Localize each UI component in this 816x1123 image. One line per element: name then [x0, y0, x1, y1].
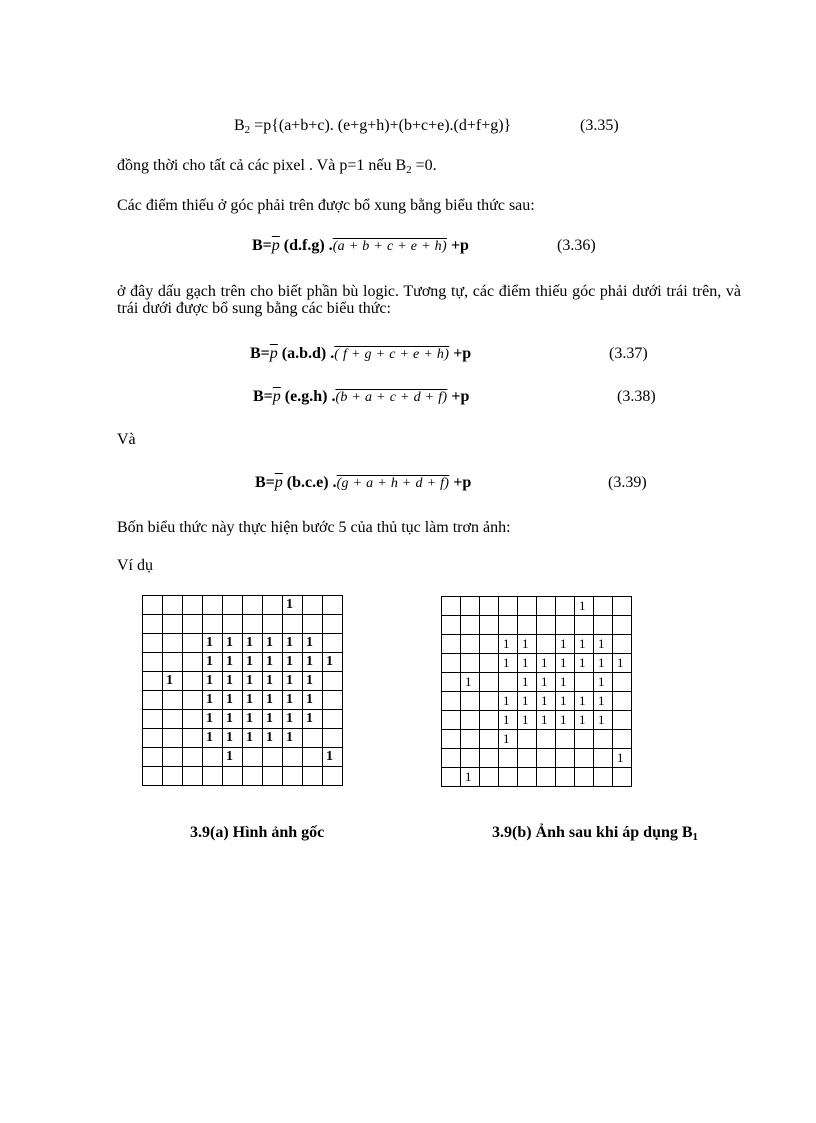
grid-cell — [183, 615, 203, 634]
eq-lhs: B= — [250, 345, 270, 362]
grid-row — [442, 692, 632, 711]
grid-cell — [323, 596, 343, 615]
eq-p-complement: $\overline{p}$ — [272, 388, 281, 405]
grid-row — [143, 653, 343, 672]
grid-cell — [243, 748, 263, 767]
grid-cell — [143, 672, 163, 691]
grid-cell — [303, 767, 323, 786]
grid-cell — [499, 768, 518, 787]
eq-group: (e.g.h) . — [280, 388, 336, 405]
grid-cell — [594, 597, 613, 616]
grid-cell: 1 — [303, 691, 323, 710]
grid-cell: 1 — [575, 654, 594, 673]
equation-number: (3.38) — [617, 388, 656, 405]
grid-cell — [613, 711, 632, 730]
grid-row — [143, 691, 343, 710]
grid-cell — [323, 729, 343, 748]
grid-cell — [480, 597, 499, 616]
grid-cell — [183, 653, 203, 672]
grid-cell — [263, 767, 283, 786]
grid-cell — [594, 768, 613, 787]
grid-cell — [143, 710, 163, 729]
grid-cell: 1 — [537, 654, 556, 673]
grid-cell — [323, 767, 343, 786]
grid-cell — [223, 767, 243, 786]
grid-cell — [143, 691, 163, 710]
grid-cell — [163, 615, 183, 634]
grid-cell — [183, 672, 203, 691]
grid-cell: 1 — [499, 692, 518, 711]
grid-cell — [461, 616, 480, 635]
grid-cell: 1 — [537, 711, 556, 730]
grid-cell — [518, 597, 537, 616]
grid-cell — [183, 748, 203, 767]
grid-cell — [203, 615, 223, 634]
grid-cell: 1 — [223, 710, 243, 729]
grid-row — [143, 634, 343, 653]
grid-cell — [442, 616, 461, 635]
grid-cell: 1 — [303, 634, 323, 653]
grid-cell — [143, 729, 163, 748]
caption-subscript: 1 — [692, 831, 699, 843]
grid-cell — [575, 768, 594, 787]
grid-cell: 1 — [203, 691, 223, 710]
grid-cell: 1 — [283, 596, 303, 615]
grid-cell: 1 — [461, 768, 480, 787]
grid-cell: 1 — [518, 711, 537, 730]
grid-cell: 1 — [283, 653, 303, 672]
grid-cell: 1 — [283, 634, 303, 653]
eq-rhs: =p{(a+b+c). (e+g+h)+(b+c+e).(d+f+g)} — [250, 117, 512, 134]
grid-cell: 1 — [303, 653, 323, 672]
grid-smoothed-image — [441, 596, 632, 787]
grid-cell — [537, 616, 556, 635]
text-line: Bốn biểu thức này thực hiện bước 5 của thủ tục làm trơn ảnh: — [117, 519, 511, 536]
eq-lhs: B= — [253, 388, 273, 405]
eq-tail: +p — [446, 237, 469, 254]
grid-cell — [556, 768, 575, 787]
grid-cell: 1 — [203, 710, 223, 729]
grid-cell — [499, 673, 518, 692]
eq-tail: +p — [449, 345, 472, 362]
grid-cell — [323, 691, 343, 710]
grid-cell — [480, 654, 499, 673]
grid-cell: 1 — [556, 692, 575, 711]
grid-cell — [283, 615, 303, 634]
eq-complement-expr: ( f + g + c + e + h) — [334, 347, 450, 362]
eq-p-complement: $\overline{p}$ — [274, 474, 283, 491]
grid-cell — [183, 767, 203, 786]
grid-row — [442, 654, 632, 673]
grid-cell — [556, 730, 575, 749]
grid-cell: 1 — [518, 654, 537, 673]
grid-cell — [283, 748, 303, 767]
grid-cell: 1 — [537, 692, 556, 711]
grid-cell: 1 — [594, 692, 613, 711]
grid-cell — [613, 597, 632, 616]
grid-cell: 1 — [283, 710, 303, 729]
grid-cell — [143, 634, 163, 653]
grid-cell: 1 — [243, 710, 263, 729]
grid-cell: 1 — [263, 653, 283, 672]
text-line: Ví dụ — [117, 557, 153, 574]
grid-cell — [461, 749, 480, 768]
grid-cell — [442, 692, 461, 711]
grid-cell — [556, 597, 575, 616]
grid-cell — [613, 692, 632, 711]
grid-cell: 1 — [223, 691, 243, 710]
grid-cell — [223, 615, 243, 634]
equation-number: (3.37) — [609, 345, 648, 362]
grid-cell — [243, 615, 263, 634]
grid-cell — [183, 596, 203, 615]
grid-row — [143, 672, 343, 691]
grid-cell: 1 — [243, 691, 263, 710]
grid-cell — [461, 654, 480, 673]
grid-cell: 1 — [223, 729, 243, 748]
text-line: Các điểm thiếu ở góc phải trên được bổ xung bằng biểu thức sau: — [117, 197, 535, 214]
grid-cell — [303, 729, 323, 748]
grid-cell — [613, 616, 632, 635]
grid-cell: 1 — [613, 749, 632, 768]
grid-row — [442, 673, 632, 692]
grid-cell — [163, 748, 183, 767]
grid-cell: 1 — [537, 673, 556, 692]
grid-cell: 1 — [283, 691, 303, 710]
grid-cell — [594, 616, 613, 635]
eq-lhs: B= — [255, 474, 275, 491]
grid-cell — [537, 730, 556, 749]
grid-cell: 1 — [556, 654, 575, 673]
grid-row — [143, 729, 343, 748]
grid-cell — [243, 767, 263, 786]
grid-cell — [263, 596, 283, 615]
grid-cell: 1 — [303, 710, 323, 729]
grid-cell — [323, 615, 343, 634]
grid-cell — [575, 616, 594, 635]
eq-complement-expr: (g + a + h + d + f) — [336, 476, 450, 491]
grid-cell — [442, 673, 461, 692]
eq-group: (b.c.e) . — [282, 474, 337, 491]
grid-cell — [480, 692, 499, 711]
grid-cell — [263, 748, 283, 767]
equation-3-39 — [255, 474, 471, 492]
grid-cell: 1 — [223, 748, 243, 767]
grid-cell: 1 — [203, 653, 223, 672]
grid-cell: 1 — [575, 635, 594, 654]
grid-cell — [537, 635, 556, 654]
grid-cell: 1 — [243, 634, 263, 653]
eq-p-complement: $\overline{p}$ — [269, 345, 278, 362]
grid-cell: 1 — [499, 654, 518, 673]
grid-cell — [480, 768, 499, 787]
grid-cell — [183, 710, 203, 729]
grid-cell: 1 — [243, 672, 263, 691]
grid-cell: 1 — [594, 673, 613, 692]
grid-cell: 1 — [163, 672, 183, 691]
grid-cell: 1 — [461, 673, 480, 692]
eq-complement-expr: (b + a + c + d + f) — [335, 390, 448, 405]
grid-row — [442, 635, 632, 654]
equation-3-37 — [250, 345, 471, 363]
grid-cell — [480, 730, 499, 749]
grid-cell: 1 — [283, 729, 303, 748]
paragraph: ở đây dấu gạch trên cho biết phần bù logic. Tương tự, các điểm thiếu góc phải dưới trái trên, và trái dưới được bổ sung bằng các biểu thức: — [117, 283, 741, 317]
grid-cell — [223, 596, 243, 615]
grid-cell: 1 — [613, 654, 632, 673]
grid-cell: 1 — [556, 673, 575, 692]
grid-row — [442, 749, 632, 768]
grid-cell: 1 — [223, 653, 243, 672]
grid-cell — [480, 711, 499, 730]
grid-cell — [613, 768, 632, 787]
grid-row — [442, 730, 632, 749]
grid-cell — [518, 616, 537, 635]
grid-cell — [575, 749, 594, 768]
grid-cell: 1 — [203, 634, 223, 653]
eq-lhs: B — [234, 117, 245, 134]
grid-row — [442, 711, 632, 730]
grid-cell — [323, 634, 343, 653]
grid-cell — [499, 616, 518, 635]
text-line: Và — [117, 431, 136, 448]
eq-subscript: 2 — [244, 124, 251, 136]
equation-3-38 — [253, 388, 469, 406]
grid-cell — [442, 730, 461, 749]
grid-cell — [442, 749, 461, 768]
grid-cell: 1 — [575, 597, 594, 616]
grid-cell — [613, 730, 632, 749]
grid-cell — [442, 654, 461, 673]
grid-cell — [480, 635, 499, 654]
grid-cell: 1 — [223, 634, 243, 653]
equation-number: (3.35) — [580, 117, 619, 134]
grid-cell — [323, 672, 343, 691]
grid-cell — [594, 730, 613, 749]
grid-cell — [442, 711, 461, 730]
grid-cell: 1 — [223, 672, 243, 691]
grid-cell — [203, 767, 223, 786]
grid-cell — [183, 634, 203, 653]
grid-cell: 1 — [263, 729, 283, 748]
grid-cell: 1 — [575, 692, 594, 711]
grid-cell: 1 — [594, 635, 613, 654]
grid-cell — [143, 748, 163, 767]
grid-cell: 1 — [575, 711, 594, 730]
grid-cell: 1 — [263, 691, 283, 710]
grid-cell — [575, 730, 594, 749]
grid-cell: 1 — [518, 692, 537, 711]
grid-cell — [575, 673, 594, 692]
grid-cell — [143, 615, 163, 634]
grid-cell: 1 — [594, 711, 613, 730]
grid-cell — [183, 729, 203, 748]
grid-row — [143, 596, 343, 615]
grid-cell — [613, 673, 632, 692]
equation-number: (3.39) — [608, 474, 647, 491]
caption-text: 3.9(b) Ảnh sau khi áp dụng B — [492, 824, 693, 841]
grid-cell — [163, 729, 183, 748]
text-line — [117, 157, 437, 176]
grid-cell: 1 — [323, 653, 343, 672]
grid-cell — [163, 691, 183, 710]
grid-cell: 1 — [203, 729, 223, 748]
grid-cell — [461, 730, 480, 749]
grid-cell: 1 — [243, 729, 263, 748]
grid-cell — [283, 767, 303, 786]
grid-cell: 1 — [518, 635, 537, 654]
grid-cell: 1 — [263, 672, 283, 691]
grid-cell — [243, 596, 263, 615]
grid-cell: 1 — [323, 748, 343, 767]
grid-row — [442, 616, 632, 635]
grid-cell — [556, 616, 575, 635]
grid-cell — [518, 730, 537, 749]
grid-cell: 1 — [499, 711, 518, 730]
grid-cell: 1 — [499, 730, 518, 749]
grid-cell: 1 — [518, 673, 537, 692]
grid-cell — [163, 653, 183, 672]
grid-cell — [518, 749, 537, 768]
grid-cell — [518, 768, 537, 787]
grid-row — [143, 767, 343, 786]
grid-cell: 1 — [243, 653, 263, 672]
grid-cell — [480, 673, 499, 692]
eq-lhs: B= — [252, 237, 272, 254]
grid-cell: 1 — [499, 635, 518, 654]
grid-cell — [143, 653, 163, 672]
grid-cell: 1 — [263, 710, 283, 729]
eq-complement-expr: (a + b + c + e + h) — [332, 239, 447, 254]
grid-cell: 1 — [203, 672, 223, 691]
eq-group: (d.f.g) . — [279, 237, 333, 254]
eq-p-complement: $\overline{p}$ — [271, 237, 280, 254]
grid-cell — [537, 749, 556, 768]
equation-3-36 — [252, 237, 469, 255]
grid-cell — [203, 596, 223, 615]
grid-cell — [537, 768, 556, 787]
grid-cell — [263, 615, 283, 634]
grid-cell — [442, 597, 461, 616]
grid-cell — [303, 596, 323, 615]
grid-cell — [461, 635, 480, 654]
grid-cell — [163, 634, 183, 653]
eq-tail: +p — [447, 388, 470, 405]
equation-3-35 — [234, 117, 511, 136]
eq-tail: +p — [449, 474, 472, 491]
grid-cell — [613, 635, 632, 654]
grid-cell: 1 — [303, 672, 323, 691]
text-segment: đồng thời cho tất cả các pixel . Và p=1 nếu B — [117, 157, 407, 174]
caption-figure-a: 3.9(a) Hình ảnh gốc — [190, 824, 325, 841]
grid-cell — [323, 710, 343, 729]
grid-cell — [163, 710, 183, 729]
text-segment: =0. — [411, 157, 437, 174]
grid-cell: 1 — [556, 711, 575, 730]
grid-cell — [442, 635, 461, 654]
grid-row — [442, 768, 632, 787]
grid-cell — [480, 749, 499, 768]
text-subscript: 2 — [406, 164, 412, 176]
grid-cell — [183, 691, 203, 710]
grid-cell — [461, 692, 480, 711]
grid-cell — [594, 749, 613, 768]
grid-cell — [480, 616, 499, 635]
equation-number: (3.36) — [557, 237, 596, 254]
eq-group: (a.b.d) . — [277, 345, 335, 362]
grid-cell: 1 — [594, 654, 613, 673]
grid-cell — [499, 597, 518, 616]
caption-figure-b — [492, 824, 698, 843]
grid-cell — [303, 748, 323, 767]
grid-cell — [163, 767, 183, 786]
grid-cell — [442, 768, 461, 787]
grid-row — [143, 615, 343, 634]
grid-cell — [303, 615, 323, 634]
grid-row — [143, 748, 343, 767]
grid-cell: 1 — [283, 672, 303, 691]
grid-cell: 1 — [263, 634, 283, 653]
grid-cell — [499, 749, 518, 768]
grid-row — [442, 597, 632, 616]
grid-cell — [461, 597, 480, 616]
grid-row — [143, 710, 343, 729]
grid-cell — [556, 749, 575, 768]
grid-cell — [143, 767, 163, 786]
grid-cell — [203, 748, 223, 767]
grid-cell: 1 — [556, 635, 575, 654]
grid-cell — [461, 711, 480, 730]
grid-cell — [143, 596, 163, 615]
grid-original-image — [142, 595, 343, 786]
grid-cell — [163, 596, 183, 615]
grid-cell — [537, 597, 556, 616]
